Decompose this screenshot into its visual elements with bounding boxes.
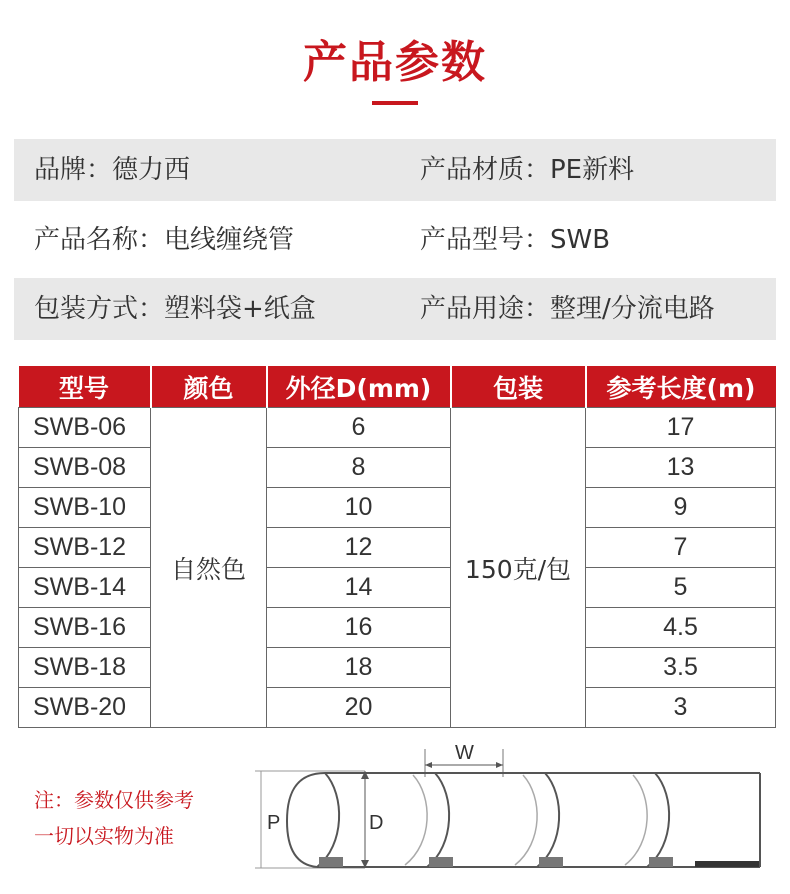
spec-material: 产品材质：PE新料 (420, 155, 635, 185)
note-line-2: 一切以实物为准 (34, 824, 174, 848)
strip-shadow (649, 857, 673, 867)
spec-model: 产品型号：SWB (420, 225, 611, 255)
cell-model: SWB-10 (19, 488, 151, 528)
w-arrow-right (496, 762, 503, 768)
table-row (19, 408, 776, 448)
spec-row-name (14, 209, 776, 271)
spiral-seam (427, 773, 449, 867)
cell-diameter: 8 (267, 448, 451, 488)
cell-model: SWB-08 (19, 448, 151, 488)
header-color: 颜色 (151, 366, 267, 408)
cell-length: 5 (586, 568, 776, 608)
spec-row-brand (14, 139, 776, 201)
cell-diameter: 10 (267, 488, 451, 528)
header-length: 参考长度(m) (586, 366, 776, 408)
title-underline (372, 101, 418, 105)
strip-edge (405, 775, 427, 865)
cell-model: SWB-18 (19, 648, 151, 688)
label-w: W (455, 742, 474, 764)
strip-shadow (429, 857, 453, 867)
cell-diameter: 18 (267, 648, 451, 688)
cell-packaging: 150克/包 (451, 408, 586, 728)
cell-model: SWB-20 (19, 688, 151, 728)
cell-length: 13 (586, 448, 776, 488)
cell-length: 3.5 (586, 648, 776, 688)
table-row (19, 488, 776, 528)
cell-length: 17 (586, 408, 776, 448)
cell-length: 4.5 (586, 608, 776, 648)
cell-diameter: 14 (267, 568, 451, 608)
header-packaging: 包装 (451, 366, 586, 408)
spec-row-packaging (14, 278, 776, 340)
strip-shadow (319, 857, 343, 867)
label-p: P (267, 812, 281, 834)
table-header-row (19, 366, 776, 408)
spiral-seam (317, 773, 339, 867)
strip-edge (515, 775, 537, 865)
strip-shadow (539, 857, 563, 867)
label-d: D (369, 812, 384, 834)
cell-diameter: 20 (267, 688, 451, 728)
cell-model: SWB-16 (19, 608, 151, 648)
spec-packaging: 包装方式：塑料袋+纸盒 (34, 294, 316, 324)
table-row (19, 448, 776, 488)
table-row (19, 648, 776, 688)
cell-length: 9 (586, 488, 776, 528)
note-line-1: 注：参数仅供参考 (34, 788, 194, 812)
cell-length: 7 (586, 528, 776, 568)
cell-model: SWB-06 (19, 408, 151, 448)
strip-edge (625, 775, 647, 865)
spiral-wrap-diagram (255, 735, 775, 885)
cell-color: 自然色 (151, 408, 267, 728)
table-row (19, 568, 776, 608)
cell-length: 3 (586, 688, 776, 728)
spiral-seam (647, 773, 669, 867)
spec-brand: 品牌：德力西 (34, 155, 191, 185)
spec-product-name: 产品名称：电线缠绕管 (34, 225, 295, 255)
header-diameter: 外径D(mm) (267, 366, 451, 408)
cell-model: SWB-14 (19, 568, 151, 608)
tube-left-edge (287, 773, 325, 867)
header-model: 型号 (19, 366, 151, 408)
table-row (19, 608, 776, 648)
page-title: 产品参数 (303, 37, 487, 88)
cell-diameter: 6 (267, 408, 451, 448)
cell-diameter: 12 (267, 528, 451, 568)
table-row (19, 528, 776, 568)
spiral-seam (537, 773, 559, 867)
cell-diameter: 16 (267, 608, 451, 648)
strip-shadow (695, 861, 759, 867)
w-arrow-left (425, 762, 432, 768)
spec-usage: 产品用途：整理/分流电路 (420, 294, 715, 324)
spec-table (18, 366, 776, 728)
cell-model: SWB-12 (19, 528, 151, 568)
table-row (19, 688, 776, 728)
